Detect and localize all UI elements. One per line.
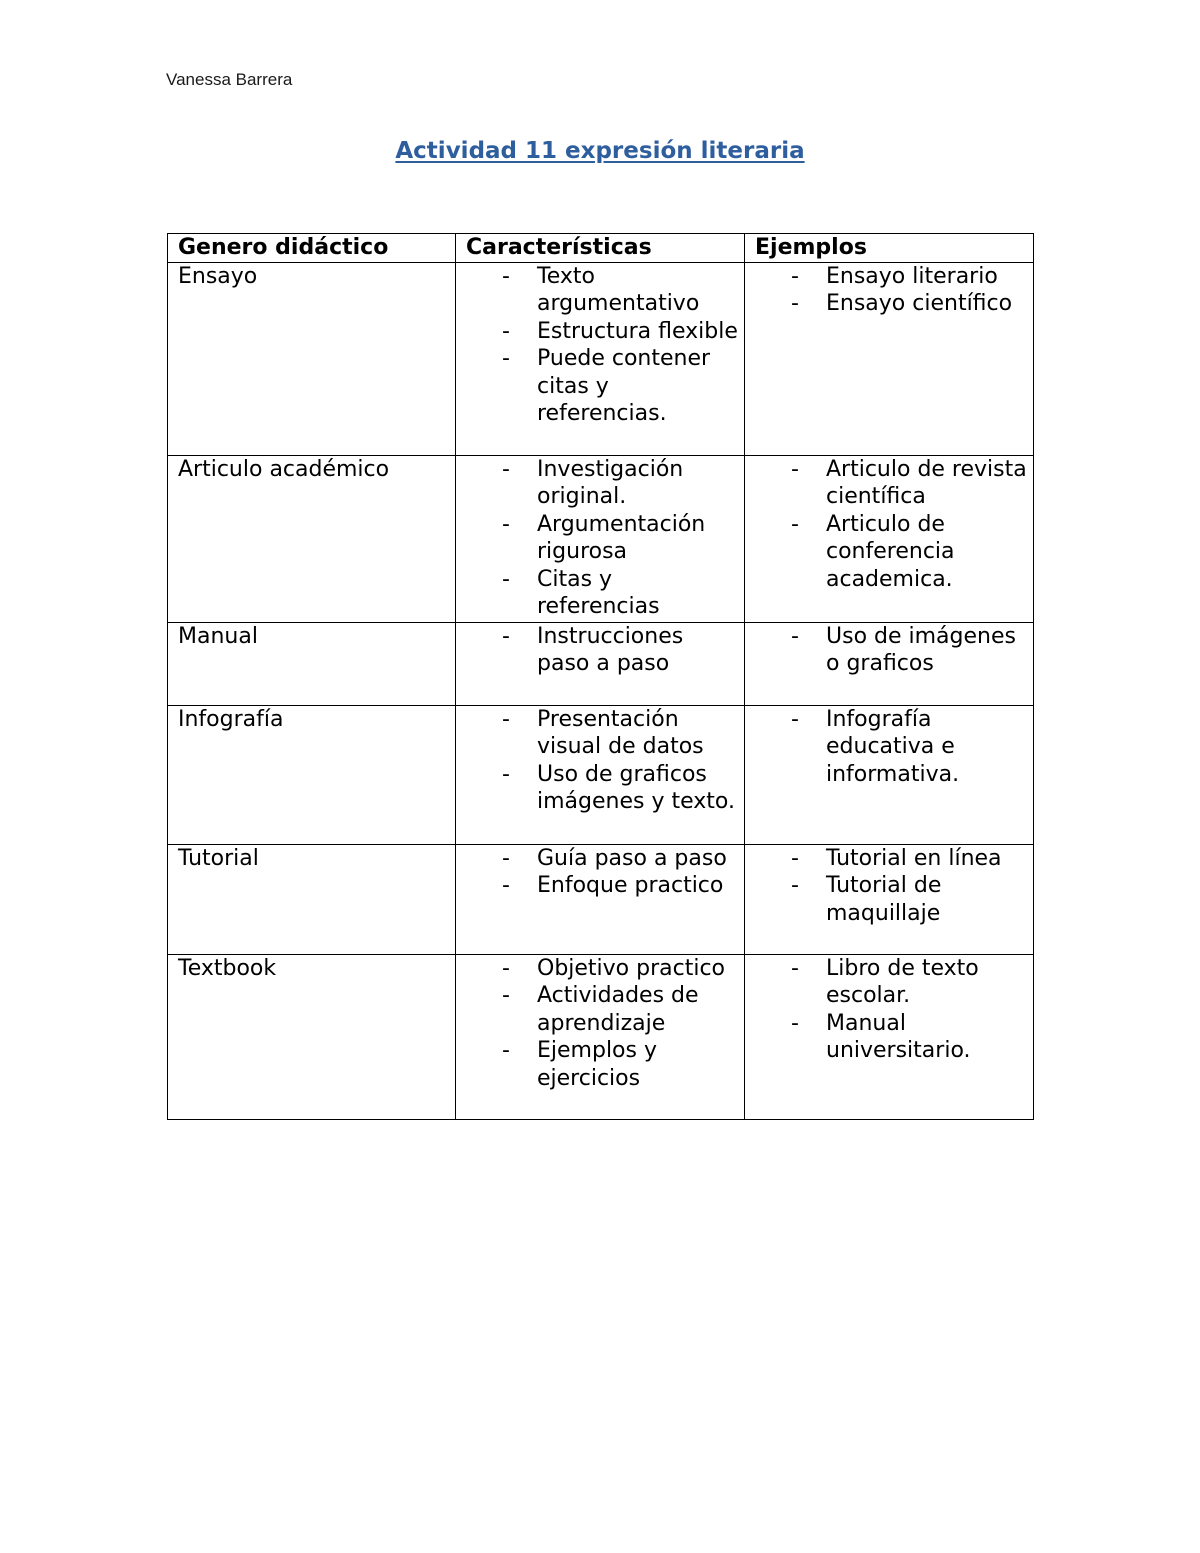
list-item: - Objetivo practico	[466, 955, 740, 983]
table-header-row	[168, 234, 1034, 263]
list-item: - Articulo de revista científica	[755, 456, 1029, 511]
genre-cell: Manual	[168, 622, 456, 705]
examples-cell	[745, 455, 1034, 622]
list-item: - Enfoque practico	[466, 872, 740, 900]
characteristics-cell	[456, 705, 745, 844]
genres-table	[167, 233, 1034, 1120]
list-item: - Tutorial en línea	[755, 845, 1029, 873]
list-item: - Argumentación rigurosa	[466, 511, 740, 566]
list-item: - Ensayo literario	[755, 263, 1029, 291]
table-row	[168, 622, 1034, 705]
header-examples: Ejemplos	[745, 234, 1034, 263]
list-item: - Investigación original.	[466, 456, 740, 511]
examples-cell	[745, 622, 1034, 705]
characteristics-cell	[456, 844, 745, 954]
table-row	[168, 954, 1034, 1119]
genre-cell: Infografía	[168, 705, 456, 844]
list-item: - Citas y referencias	[466, 566, 740, 621]
genre-cell: Tutorial	[168, 844, 456, 954]
header-characteristics: Características	[456, 234, 745, 263]
characteristics-cell	[456, 954, 745, 1119]
examples-cell	[745, 705, 1034, 844]
table-row	[168, 262, 1034, 455]
list-item: - Ensayo científico	[755, 290, 1029, 318]
examples-cell	[745, 844, 1034, 954]
list-item: - Tutorial de maquillaje	[755, 872, 1029, 927]
list-item: - Puede contener citas y referencias.	[466, 345, 740, 428]
list-item: - Instrucciones paso a paso	[466, 623, 740, 678]
characteristics-cell	[456, 455, 745, 622]
header-genre: Genero didáctico	[168, 234, 456, 263]
examples-cell	[745, 954, 1034, 1119]
genre-cell: Textbook	[168, 954, 456, 1119]
list-item: - Estructura flexible	[466, 318, 740, 346]
list-item: - Ejemplos y ejercicios	[466, 1037, 740, 1092]
list-item: - Guía paso a paso	[466, 845, 740, 873]
characteristics-cell	[456, 262, 745, 455]
list-item: - Libro de texto escolar.	[755, 955, 1029, 1010]
list-item: - Articulo de conferencia academica.	[755, 511, 1029, 594]
document-title: Actividad 11 expresión literaria	[395, 138, 805, 164]
table-row	[168, 705, 1034, 844]
genre-cell: Articulo académico	[168, 455, 456, 622]
examples-cell	[745, 262, 1034, 455]
list-item: - Presentación visual de datos	[466, 706, 740, 761]
table-row	[168, 844, 1034, 954]
table-row	[168, 455, 1034, 622]
list-item: - Infografía educativa e informativa.	[755, 706, 1029, 789]
list-item: - Texto argumentativo	[466, 263, 740, 318]
genre-cell: Ensayo	[168, 262, 456, 455]
author-name: Vanessa Barrera	[166, 70, 293, 89]
list-item: - Manual universitario.	[755, 1010, 1029, 1065]
list-item: - Uso de graficos imágenes y texto.	[466, 761, 740, 816]
characteristics-cell	[456, 622, 745, 705]
list-item: - Actividades de aprendizaje	[466, 982, 740, 1037]
list-item: - Uso de imágenes o graficos	[755, 623, 1029, 678]
